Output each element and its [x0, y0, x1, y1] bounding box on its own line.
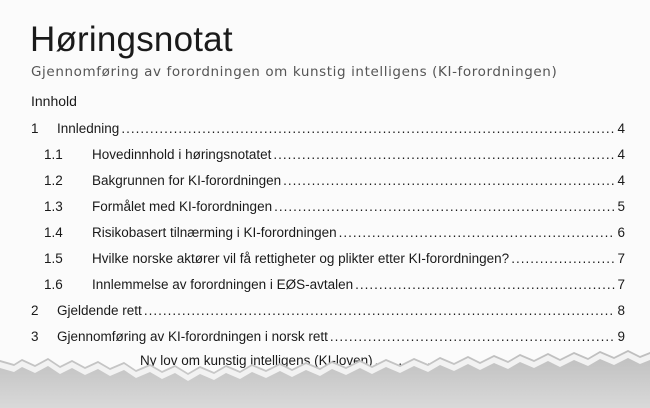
toc-entry-page: 7	[617, 277, 625, 292]
toc-entry-2[interactable]	[31, 303, 625, 321]
toc-entry-page: 5	[617, 199, 625, 214]
toc-dot-leader	[274, 199, 615, 214]
toc-entry-page: 7	[617, 251, 625, 266]
torn-paper-edge	[0, 340, 650, 408]
toc-entry-title: Innlemmelse av forordningen i EØS-avtalen	[92, 277, 354, 292]
toc-entry-number: 1.6	[44, 277, 63, 292]
toc-dot-leader	[355, 277, 615, 292]
toc-entry-title: Hovedinnhold i høringsnotatet	[92, 147, 272, 162]
toc-entry-1[interactable]	[31, 121, 625, 139]
toc-entry-1-4[interactable]	[44, 225, 625, 243]
toc-entry-number: 1.4	[44, 225, 63, 240]
toc-entry-title: Innledning	[57, 121, 120, 136]
toc-entry-title: Hvilke norske aktører vil få rettigheter og plikter etter KI-forordningen?	[92, 251, 510, 266]
toc-entry-1-3[interactable]	[44, 199, 625, 217]
toc-entry-number: 1.3	[44, 199, 63, 214]
toc-dot-leader	[121, 121, 615, 136]
toc-entry-title: Risikobasert tilnærming i KI-forordningen	[92, 225, 337, 240]
toc-entry-1-2[interactable]	[44, 173, 625, 191]
toc-dot-leader	[273, 147, 615, 162]
toc-entry-page: 4	[617, 121, 625, 136]
toc-dot-leader	[283, 173, 615, 188]
toc-entry-number: 1	[31, 121, 39, 136]
toc-entry-page: 4	[617, 147, 625, 162]
toc-dot-leader	[511, 251, 615, 266]
toc-entry-page: 4	[617, 173, 625, 188]
toc-entry-1-5[interactable]	[44, 251, 625, 269]
toc-entry-page: 6	[617, 225, 625, 240]
toc-entry-title: Ny lov om kunstig intelligens (KI-loven)	[140, 353, 373, 368]
toc-entry-number: 1.5	[44, 251, 63, 266]
toc-dot-leader	[144, 303, 615, 318]
toc-entry-number: 1.2	[44, 173, 63, 188]
toc-entry-number: 2	[31, 303, 39, 318]
toc-entry-1-1[interactable]	[44, 147, 625, 165]
toc-heading: Innhold	[31, 93, 77, 109]
toc-entry-1-6[interactable]	[44, 277, 625, 295]
toc-entry-number: 1.1	[44, 147, 63, 162]
document-title: Høringsnotat	[30, 20, 233, 59]
toc-dot-leader	[339, 225, 615, 240]
toc-entry-title: Gjeldende rett	[57, 303, 142, 318]
toc-entry-title: Formålet med KI-forordningen	[92, 199, 273, 214]
toc-entry-page: 9	[617, 329, 625, 344]
toc-entry-title: Gjennomføring av KI-forordningen i norsk rett	[57, 329, 328, 344]
document-subtitle: Gjennomføring av forordningen om kunstig intelligens (KI-forordningen)	[31, 64, 558, 80]
toc-entry-title: Bakgrunnen for KI-forordningen	[92, 173, 282, 188]
toc-entry-number: 3	[31, 329, 39, 344]
toc-entry-page: 8	[617, 303, 625, 318]
